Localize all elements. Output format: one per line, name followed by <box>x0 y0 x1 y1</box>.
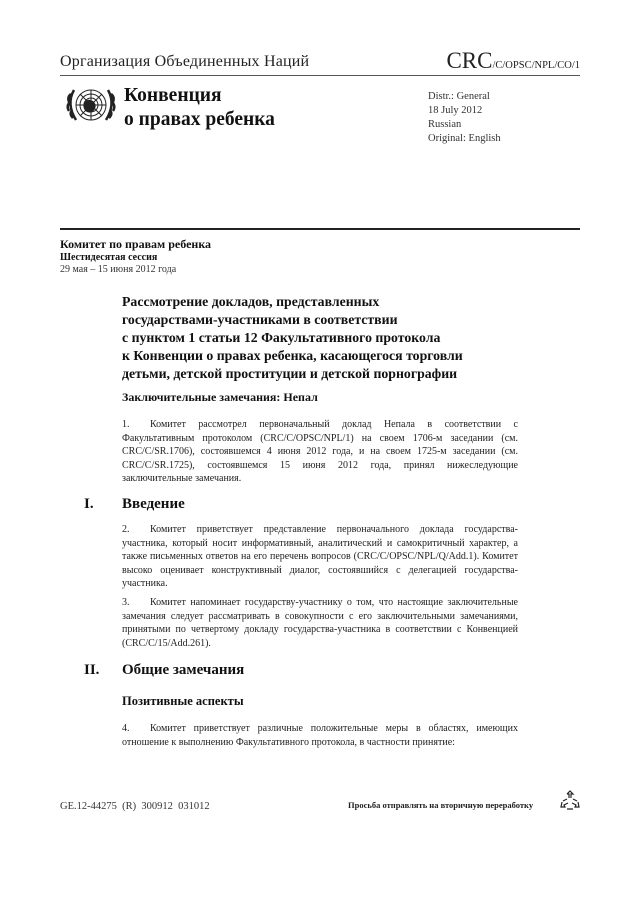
section-number: I. <box>84 496 94 512</box>
symbol-main: CRC <box>446 48 493 73</box>
section-heading-1 <box>84 496 185 513</box>
paragraph-2 <box>122 523 518 591</box>
document-subject <box>122 293 542 383</box>
paragraph-number: 3. <box>122 597 130 608</box>
subject-line: к Конвенции о правах ребенка, касающегося торговли <box>122 348 463 363</box>
paragraph-3 <box>122 596 518 650</box>
subsection-heading: Позитивные аспекты <box>122 694 244 708</box>
subject-line: Рассмотрение докладов, представленных <box>122 294 380 309</box>
convention-title-line1: Конвенция <box>124 85 222 106</box>
document-symbol <box>446 48 580 74</box>
session-dates: 29 мая – 15 июня 2012 года <box>60 264 177 275</box>
recycle-notice: Просьба отправлять на вторичную переработку <box>348 800 534 810</box>
paragraph-4 <box>122 722 518 749</box>
section-number: II. <box>84 662 100 678</box>
distr-original: Original: English <box>428 133 501 144</box>
paragraph-text: Комитет приветствует представление первоначального доклада государства-участника, который носит информативный, аналитический и самокритичный характер, а также письменных ответов на его перечень вопросов (CRC/C/OPSC/NPL/Q/Add.1). Комитет высоко оценивает конструктивный диалог, состоявшийся с делегацией государства-участника. <box>122 524 518 589</box>
section-title: Введение <box>122 496 185 512</box>
conclusions-title: Заключительные замечания: Непал <box>122 390 318 404</box>
paragraph-text: Комитет приветствует различные положительные меры в областях, имеющих отношение к выполнению Факультативного протокола, в частности принятие: <box>122 723 518 748</box>
subject-line: детьми, детской проституции и детской порнографии <box>122 366 458 381</box>
subject-line: с пунктом 1 статьи 12 Факультативного протокола <box>122 330 441 345</box>
distr-language: Russian <box>428 119 462 130</box>
paragraph-number: 4. <box>122 723 130 734</box>
convention-title-line2: о правах ребенка <box>124 109 275 130</box>
distr-type: Distr.: General <box>428 91 490 102</box>
committee-name: Комитет по правам ребенка <box>60 237 212 251</box>
symbol-suffix: /C/OPSC/NPL/CO/1 <box>492 60 580 71</box>
recycle-icon <box>559 790 581 812</box>
organization-name: Организация Объединенных Наций <box>60 53 310 70</box>
job-number: GE.12-44275 (R) 300912 031012 <box>60 801 210 812</box>
section-heading-2 <box>84 662 244 679</box>
header-rule <box>60 75 580 76</box>
paragraph-text: Комитет напоминает государству-участнику о том, что настоящие заключительные замечания следует рассматривать в совокупности с его заключительными замечаниями, принятыми по четвертому докладу государства-участника в соответствии с Конвенцией (CRC/C/15/Add.261). <box>122 597 518 649</box>
distribution-block <box>428 90 501 146</box>
header-thick-rule <box>60 228 580 230</box>
distr-date: 18 July 2012 <box>428 105 483 116</box>
paragraph-1 <box>122 418 518 486</box>
paragraph-number: 2. <box>122 524 130 535</box>
un-emblem-icon <box>62 82 120 128</box>
convention-title <box>124 84 275 132</box>
section-title: Общие замечания <box>122 662 245 678</box>
subject-line: государствами-участниками в соответствии <box>122 312 398 327</box>
paragraph-number: 1. <box>122 419 130 430</box>
session-name: Шестидесятая сессия <box>60 252 158 263</box>
paragraph-text: Комитет рассмотрел первоначальный доклад Непала в соответствии с Факультативным протоколом (CRC/C/OPSC/NPL/1) на своем 1706-м заседании (см. CRC/C/SR.1706), состоявшемся 4 июня 2012 года, и на своем 1725-м заседании (см. CRC/C/SR.1725), состоявшемся 15 июня 2012 года, принял нижеследующие заключительные замечания. <box>122 419 518 484</box>
